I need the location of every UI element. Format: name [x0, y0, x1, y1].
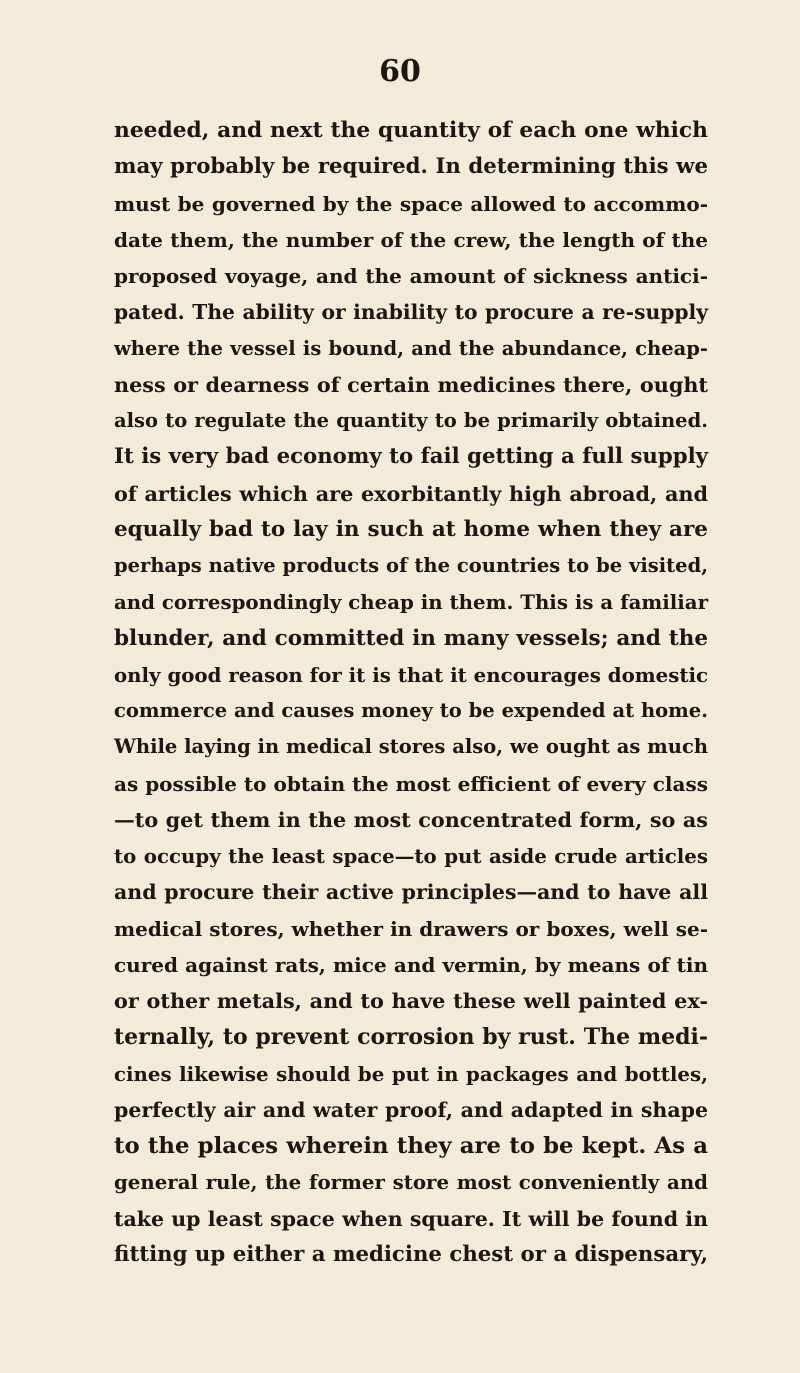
text-line: and procure their active principles—and to have all: [114, 880, 708, 905]
text-line: ness or dearness of certain medicines there, ought: [114, 372, 708, 397]
text-line: ternally, to prevent corrosion by rust. The medi-: [114, 1024, 708, 1051]
body-text: [114, 113, 708, 1273]
text-line: commerce and causes money to be expended at home.: [114, 699, 708, 722]
text-line: perfectly air and water proof, and adapted in shape: [114, 1097, 708, 1122]
text-line: to the places wherein they are to be kept. As a: [114, 1133, 708, 1159]
text-line: fitting up either a medicine chest or a dispensary,: [114, 1241, 708, 1267]
text-line: pated. The ability or inability to procure a re-supply: [114, 300, 708, 325]
text-line: medical stores, whether in drawers or boxes, well se-: [114, 916, 708, 941]
text-line: take up least space when square. It will be found in: [114, 1206, 708, 1231]
text-line: of articles which are exorbitantly high abroad, and: [114, 481, 708, 506]
text-line: must be governed by the space allowed to accommo-: [114, 191, 708, 216]
text-line: date them, the number of the crew, the length of the: [114, 227, 708, 252]
text-line: It is very bad economy to fail getting a full supply: [114, 444, 708, 470]
text-line: where the vessel is bound, and the abundance, cheap-: [114, 336, 708, 360]
text-line: general rule, the former store most conveniently and: [114, 1170, 708, 1195]
text-line: cured against rats, mice and vermin, by means of tin: [114, 952, 708, 977]
text-line: to occupy the least space—to put aside crude articles: [114, 844, 708, 868]
text-line: may probably be required. In determining this we: [114, 154, 708, 180]
text-line: equally bad to lay in such at home when they are: [114, 516, 708, 542]
text-line: proposed voyage, and the amount of sickness antici-: [114, 264, 708, 288]
text-line: blunder, and committed in many vessels; and the: [114, 625, 708, 651]
text-line: as possible to obtain the most efficient of every class: [114, 771, 708, 796]
text-line: perhaps native products of the countries to be visited,: [114, 554, 708, 577]
text-line: While laying in medical stores also, we ought as much: [114, 735, 708, 759]
text-line: and correspondingly cheap in them. This is a familiar: [114, 590, 708, 615]
text-line: or other metals, and to have these well painted ex-: [114, 989, 708, 1013]
page-number: 60: [379, 54, 421, 89]
text-line: —to get them in the most concentrated form, so as: [114, 807, 708, 832]
text-line: cines likewise should be put in packages and bottles,: [114, 1061, 708, 1086]
text-line: only good reason for it is that it encourages domestic: [114, 662, 708, 687]
text-line: also to regulate the quantity to be primarily obtained.: [114, 409, 708, 432]
text-line: needed, and next the quantity of each one which: [114, 118, 708, 143]
